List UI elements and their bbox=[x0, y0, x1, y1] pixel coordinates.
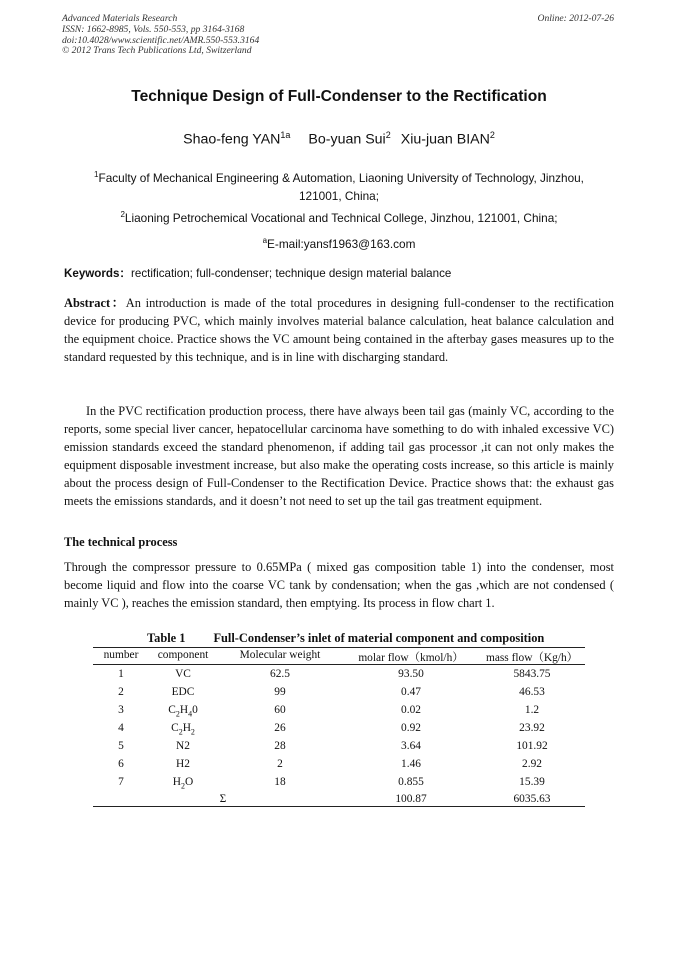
table-row bbox=[93, 704, 585, 722]
cell-component: VC bbox=[175, 668, 191, 680]
cell-mass-flow: 46.53 bbox=[519, 686, 545, 698]
abstract-label: Abstract： bbox=[64, 296, 126, 310]
issn-line: ISSN: 1662-8985, Vols. 550-553, pp 3164-3168 bbox=[62, 23, 245, 35]
cell-component: H2 bbox=[176, 758, 190, 770]
cell-molecular-weight: 99 bbox=[274, 686, 286, 698]
copyright-line: © 2012 Trans Tech Publications Ltd, Switzerland bbox=[62, 45, 252, 57]
author-list bbox=[0, 130, 678, 148]
cell-molecular-weight: 28 bbox=[274, 740, 286, 752]
cell-number: 6 bbox=[118, 758, 124, 770]
online-date: Online: 2012-07-26 bbox=[537, 13, 614, 24]
affiliation-text: Faculty of Mechanical Engineering & Automation, Liaoning University of Technology, Jinzhou, bbox=[98, 170, 584, 185]
affiliation-text: 121001, China; bbox=[298, 188, 380, 203]
email-address[interactable]: E-mail:yansf1963@163.com bbox=[267, 236, 416, 251]
cell-number: 1 bbox=[118, 668, 124, 680]
cell-component: $C_2H_40$ bbox=[168, 704, 198, 719]
cell-number: 5 bbox=[118, 740, 124, 752]
affiliation-sup: 1 bbox=[94, 170, 99, 179]
intro-paragraph: In the PVC rectification production process, there have always been tail gas (mainly VC, according to the reports, some special liver cancer, hepatocellular carcinoma have something to do with inhaled excessive VC) emission standards exceed the standard phenomenon, if adding tail gas processor ,it can not only makes the equipment disposable investment increase, but also make the operating costs increase, so this article is mainly about the process design of Full-Condenser to the Rectification Device. Practice shows that: the exhaust gas meets the emissions standards, and it doesn’t not need to set up the tail gas treatment equipment. bbox=[64, 404, 614, 509]
abstract bbox=[64, 294, 614, 366]
doi-line: doi:10.4028/www.scientific.net/AMR.550-553.3164 bbox=[62, 34, 260, 46]
cell-mass-flow: 101.92 bbox=[516, 740, 548, 752]
table-caption bbox=[147, 631, 544, 646]
cell-molar-flow: 93.50 bbox=[398, 668, 424, 680]
affiliation-2 bbox=[62, 206, 616, 227]
affiliation-1 bbox=[62, 166, 616, 205]
cell-mass-flow: 2.92 bbox=[522, 758, 542, 770]
journal-name: Advanced Materials Research bbox=[62, 13, 178, 24]
cell-component: N2 bbox=[176, 740, 190, 752]
affiliation-text: Liaoning Petrochemical Vocational and Technical College, Jinzhou, 121001, China; bbox=[124, 210, 558, 225]
cell-component: EDC bbox=[171, 686, 195, 698]
author-sup: 1a bbox=[280, 130, 291, 140]
keywords-text: rectification; full-condenser; technique design material balance bbox=[131, 267, 452, 280]
header-cell: component bbox=[157, 649, 209, 661]
cell-mass-flow: 1.2 bbox=[524, 704, 540, 716]
email-line bbox=[62, 232, 616, 253]
table-header-row bbox=[93, 649, 585, 667]
cell-molar-flow: 0.855 bbox=[398, 776, 424, 788]
cell-molecular-weight: 26 bbox=[274, 722, 286, 734]
cell-component: $H_2O$ bbox=[172, 776, 194, 791]
cell-mass-flow: 5843.75 bbox=[513, 668, 551, 680]
table-row bbox=[93, 740, 585, 758]
cell-number: 3 bbox=[118, 704, 124, 716]
author-sup: 2 bbox=[385, 130, 391, 140]
cell-number: 2 bbox=[118, 686, 124, 698]
keywords-label: Keywords： bbox=[64, 267, 132, 280]
cell-number: 7 bbox=[118, 776, 124, 788]
cell-molecular-weight: 2 bbox=[277, 758, 283, 770]
author-name: Xiu-juan BIAN bbox=[400, 131, 490, 148]
affiliation-sup: 2 bbox=[120, 210, 125, 219]
cell-mass-flow: 23.92 bbox=[519, 722, 545, 734]
cell-mass-flow: 15.39 bbox=[519, 776, 545, 788]
cell-molar-flow: 0.02 bbox=[401, 704, 421, 716]
total-molar-flow: 100.87 bbox=[395, 793, 427, 805]
header-cell: molar flow（kmol/h） bbox=[358, 652, 464, 664]
header-cell: Molecular weight bbox=[239, 649, 321, 661]
total-mass-flow: 6035.63 bbox=[513, 793, 551, 805]
abstract-text: An introduction is made of the total procedures in designing full-condenser to the rectification device for producing PVC, which mainly involves material balance calculation, heat balance calculation and the equipment choice. Practice shows the VC amount being contained in the afterbay gases measures up to the standard requested by this technique, and is in line with discharging standard. bbox=[64, 296, 614, 365]
header-cell: number bbox=[103, 649, 139, 661]
table-row bbox=[93, 776, 585, 794]
cell-molar-flow: 3.64 bbox=[401, 740, 421, 752]
table-top-rule bbox=[93, 647, 585, 648]
table-label: Table 1 bbox=[147, 631, 186, 645]
cell-component: $C_2H_2$ bbox=[171, 722, 195, 737]
table-row bbox=[93, 758, 585, 776]
paper-title: Technique Design of Full-Condenser to the Rectification bbox=[131, 88, 547, 105]
header-cell: mass flow（Kg/h） bbox=[485, 652, 579, 664]
total-symbol: Σ bbox=[219, 793, 227, 805]
cell-molar-flow: 0.92 bbox=[401, 722, 421, 734]
cell-molar-flow: 0.47 bbox=[401, 686, 421, 698]
table-row bbox=[93, 686, 585, 704]
cell-molar-flow: 1.46 bbox=[401, 758, 421, 770]
table-total-row bbox=[93, 793, 585, 811]
cell-molecular-weight: 18 bbox=[274, 776, 286, 788]
author-sup: 2 bbox=[489, 130, 495, 140]
keywords bbox=[64, 265, 616, 281]
email-sup: a bbox=[262, 236, 268, 245]
author-name: Bo-yuan Sui bbox=[308, 131, 386, 148]
cell-number: 4 bbox=[118, 722, 124, 734]
process-paragraph: Through the compressor pressure to 0.65MPa ( mixed gas composition table 1) into the condenser, most become liquid and flow into the coarse VC tank by condensation; when the gas ,which are not condensed ( mainly VC ), reaches the emission standard, then emptying. Its process in flow chart 1. bbox=[64, 560, 614, 611]
table-row bbox=[93, 722, 585, 740]
author-name: Shao-feng YAN bbox=[183, 131, 281, 148]
cell-molecular-weight: 60 bbox=[274, 704, 286, 716]
cell-molecular-weight: 62.5 bbox=[270, 668, 290, 680]
table-row bbox=[93, 668, 585, 686]
table-title: Full-Condenser’s inlet of material component and composition bbox=[213, 631, 545, 645]
section-heading: The technical process bbox=[64, 535, 178, 549]
journal-header bbox=[62, 14, 614, 57]
